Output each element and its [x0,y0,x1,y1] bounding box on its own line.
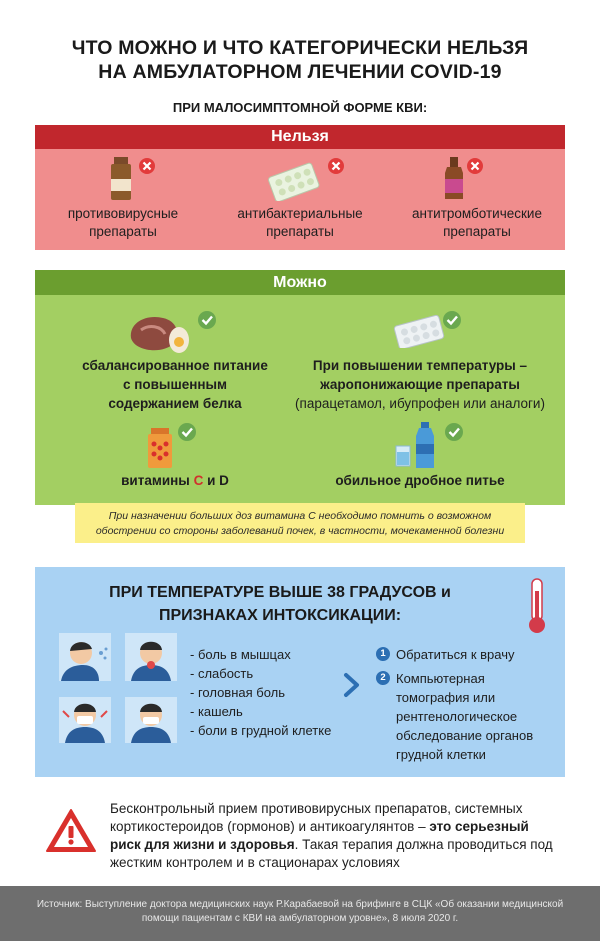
source-footer: Источник: Выступление доктора медицинских наук Р.Карабаевой на брифинге в СЦК «Об оказании медицинской помощи пациентам с КВИ на амбулаторном уровне», 8 июля 2020 г. [0,886,600,941]
forbidden-item-label: противовирусные препараты [67,206,179,239]
action-ct-scan: Компьютерная томография или рентгенологическое обследование органов грудной клетки [396,671,534,762]
chevron-right-icon [343,672,361,698]
title-line-2: НА АМБУЛАТОРНОМ ЛЕЧЕНИИ COVID-19 [98,61,502,83]
symptom-item: - боли в грудной клетке [190,723,332,738]
drink-label: обильное дробное питье [335,473,505,488]
step-number-badge: 2 [376,671,390,685]
meat-and-egg-icon [127,308,217,356]
nutrition-label: сбалансированное питание с повышенным содержанием белка [82,358,268,411]
vitamin-jar-icon [145,422,205,470]
medicine-vial-icon [441,157,501,201]
chest-pain-person-icon [125,697,177,743]
fever-label: При повышении температуры – жаропонижающие препараты (парацетамол, ибупрофен или аналоги) [295,358,545,411]
pill-bottle-icon [109,157,169,201]
forbidden-item-label: антибактериальные препараты [237,206,363,239]
vitamins-label: витамины С и D [121,473,229,488]
forbidden-header: Нельзя [35,125,565,149]
warning-icon [45,808,97,854]
sore-throat-person-icon [125,633,177,681]
action-see-doctor: Обратиться к врачу [396,647,515,662]
subtitle: ПРИ МАЛОСИМПТОМНОЙ ФОРМЕ КВИ: [172,100,428,115]
page-title [0,36,600,84]
step-number-badge: 1 [376,647,390,661]
vitamin-c-note: При назначении больших доз витамина С необходимо помнить о возможном обострении со стороны заболеваний почек, в частности, мочекаменной болезни [75,503,525,543]
water-bottle-icon [392,420,472,470]
symptom-item: - кашель [190,704,243,719]
tablet-blister-icon [390,308,480,348]
fever-section-title: ПРИ ТЕМПЕРАТУРЕ ВЫШЕ 38 ГРАДУСОВ и ПРИЗНАКАХ ИНТОКСИКАЦИИ: [109,584,451,624]
symptom-item: - слабость [190,666,254,681]
masked-person-icon [59,697,111,743]
forbidden-item-label: антитромботические препараты [412,206,542,239]
warning-text: Бесконтрольный прием противовирусных препаратов, системных кортикостероидов (гормонов) и антикоагулянтов – это серьезный риск для жизни и здоровья. Такая терапия должна проводиться под жестким контролем и в стационарах условиях [110,801,553,870]
symptom-list [190,645,331,740]
forbidden-section [35,125,565,250]
symptom-item: - головная боль [190,685,286,700]
allowed-header: Можно [35,270,565,295]
symptom-item: - боль в мышцах [190,647,291,662]
allowed-section [35,270,565,505]
coughing-person-icon [59,633,111,681]
title-line-1: ЧТО МОЖНО И ЧТО КАТЕГОРИЧЕСКИ НЕЛЬЗЯ [71,37,529,59]
tablet-blister-icon [267,157,357,201]
